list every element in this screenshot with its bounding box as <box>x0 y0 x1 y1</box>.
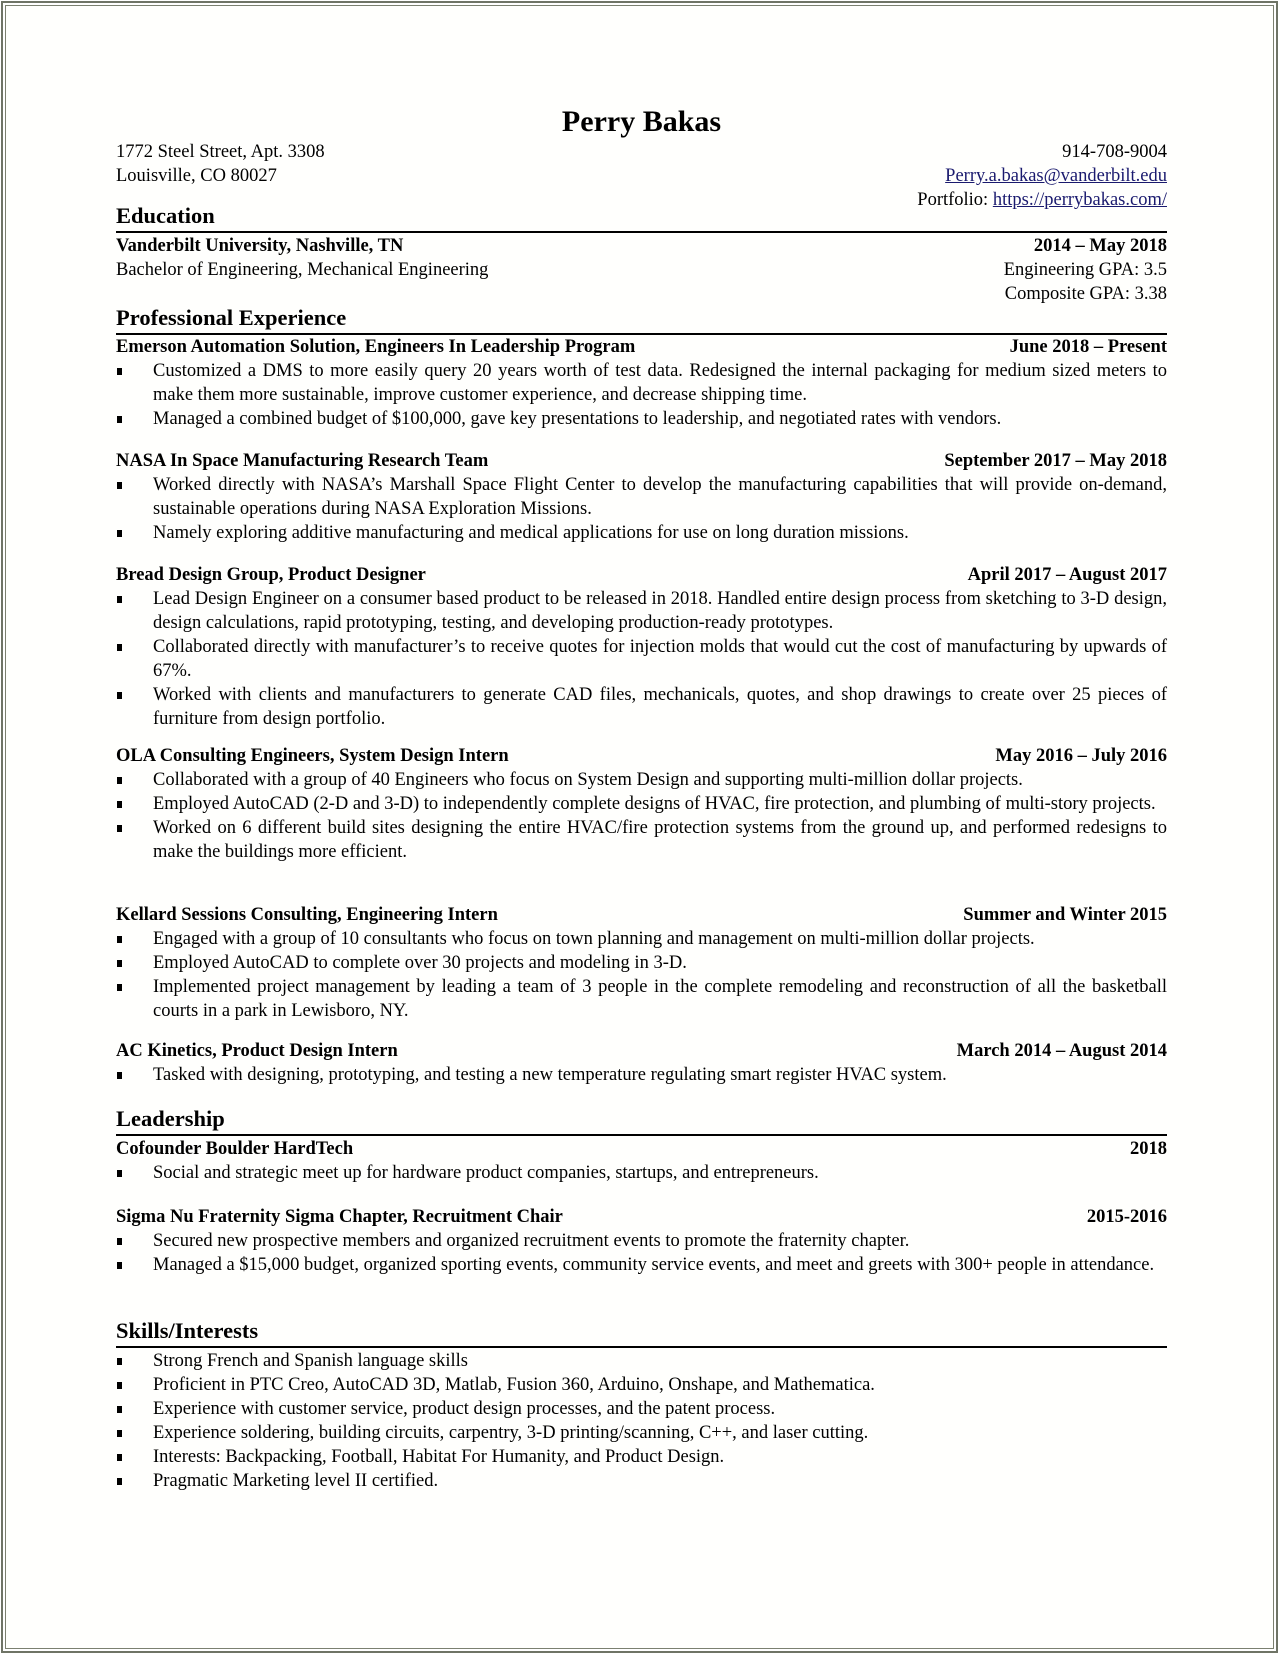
bullet-item: Worked with clients and manufacturers to generate CAD files, mechanicals, quotes, and shop drawings to create over 25 pieces of furniture from design portfolio. <box>116 683 1167 731</box>
bullet-item: Secured new prospective members and organized recruitment events to promote the fraternity chapter. <box>116 1229 1167 1253</box>
bullet-item: Worked directly with NASA’s Marshall Space Flight Center to develop the manufacturing capabilities that will provide on-demand, sustainable operations during NASA Exploration Missions. <box>116 473 1167 521</box>
section-divider <box>116 1134 1167 1136</box>
bullet-item: Experience soldering, building circuits, carpentry, 3-D printing/scanning, C++, and laser cutting. <box>116 1421 1167 1445</box>
section-divider <box>116 231 1167 233</box>
bullet-item: Managed a combined budget of $100,000, gave key presentations to leadership, and negotiated rates with vendors. <box>116 407 1167 431</box>
leadership-entry <box>116 1137 1167 1185</box>
bullet-item: Engaged with a group of 10 consultants who focus on town planning and management on multi-million dollar projects. <box>116 927 1167 951</box>
bullet-item: Employed AutoCAD (2-D and 3-D) to independently complete designs of HVAC, fire protection, and plumbing of multi-story projects. <box>116 792 1167 816</box>
gpa-composite: Composite GPA: 3.38 <box>1004 284 1167 304</box>
job-org: Bread Design Group, Product Designer <box>116 565 426 585</box>
degree: Bachelor of Engineering, Mechanical Engineering <box>116 260 489 280</box>
leadership-dates: 2018 <box>1130 1139 1167 1159</box>
job-dates: Summer and Winter 2015 <box>963 905 1167 925</box>
address-line-2: Louisville, CO 80027 <box>116 166 277 186</box>
bullet-item: Collaborated with a group of 40 Engineers who focus on System Design and supporting multi-million dollar projects. <box>116 768 1167 792</box>
job-dates: September 2017 – May 2018 <box>944 451 1167 471</box>
job-entry <box>116 1039 1167 1087</box>
bullet-item: Worked on 6 different build sites designing the entire HVAC/fire protection systems from the ground up, and performed redesigns to make the buildings more efficient. <box>116 816 1167 864</box>
leadership-entry <box>116 1205 1167 1277</box>
job-dates: March 2014 – August 2014 <box>956 1041 1167 1061</box>
portfolio-link[interactable]: https://perrybakas.com/ <box>992 190 1167 210</box>
candidate-name: Perry Bakas <box>561 105 722 138</box>
job-entry <box>116 335 1167 431</box>
leadership-org: Cofounder Boulder HardTech <box>116 1139 354 1159</box>
bullet-item: Managed a $15,000 budget, organized sporting events, community service events, and meet and greets with 300+ people in attendance. <box>116 1253 1167 1277</box>
leadership-section <box>116 1106 1167 1136</box>
portfolio-label: Portfolio: <box>917 190 993 210</box>
bullet-item: Collaborated directly with manufacturer’s to receive quotes for injection molds that would cut the cost of manufacturing by upwards of 67%. <box>116 635 1167 683</box>
skills-section <box>116 1318 1167 1493</box>
job-entry <box>116 563 1167 731</box>
address-line-1: 1772 Steel Street, Apt. 3308 <box>116 142 325 162</box>
bullet-item: Namely exploring additive manufacturing and medical applications for use on long duration missions. <box>116 521 1167 545</box>
bullet-item: Lead Design Engineer on a consumer based product to be released in 2018. Handled entire design process from sketching to 3-D design, design calculations, rapid prototyping, testing, and developing production-ready prototypes. <box>116 587 1167 635</box>
email-link[interactable]: Perry.a.bakas@vanderbilt.edu <box>945 166 1167 186</box>
job-dates: May 2016 – July 2016 <box>995 746 1167 766</box>
education-section <box>116 203 1167 306</box>
bullet-item: Customized a DMS to more easily query 20 years worth of test data. Redesigned the internal packaging for medium sized meters to make them more sustainable, improve customer experience, and decrease shipping time. <box>116 359 1167 407</box>
education-dates: 2014 – May 2018 <box>1033 236 1167 256</box>
section-title-leadership: Leadership <box>116 1106 225 1131</box>
school-name: Vanderbilt University, Nashville, TN <box>116 236 404 256</box>
bullet-item: Implemented project management by leading a team of 3 people in the complete remodeling and reconstruction of all the basketball courts in a park in Lewisboro, NY. <box>116 975 1167 1023</box>
leadership-dates: 2015-2016 <box>1086 1207 1167 1227</box>
bullet-item: Proficient in PTC Creo, AutoCAD 3D, Matlab, Fusion 360, Arduino, Onshape, and Mathematica. <box>116 1373 1167 1397</box>
bullet-item: Experience with customer service, product design processes, and the patent process. <box>116 1397 1167 1421</box>
job-org: OLA Consulting Engineers, System Design Intern <box>116 746 509 766</box>
job-org: AC Kinetics, Product Design Intern <box>116 1041 398 1061</box>
bullet-item: Pragmatic Marketing level II certified. <box>116 1469 1167 1493</box>
gpa-engineering: Engineering GPA: 3.5 <box>1003 260 1167 280</box>
bullet-item: Tasked with designing, prototyping, and testing a new temperature regulating smart register HVAC system. <box>116 1063 1167 1087</box>
job-org: Kellard Sessions Consulting, Engineering Intern <box>116 905 498 925</box>
phone-number: 914-708-9004 <box>1062 142 1167 162</box>
section-title-experience: Professional Experience <box>116 305 347 330</box>
section-divider <box>116 1346 1167 1348</box>
job-dates: April 2017 – August 2017 <box>967 565 1167 585</box>
leadership-org: Sigma Nu Fraternity Sigma Chapter, Recruitment Chair <box>116 1207 563 1227</box>
bullet-item: Strong French and Spanish language skills <box>116 1349 1167 1373</box>
job-dates: June 2018 – Present <box>1009 337 1167 357</box>
section-title-education: Education <box>116 203 215 228</box>
job-entry <box>116 449 1167 545</box>
job-entry <box>116 744 1167 864</box>
job-entry <box>116 903 1167 1023</box>
contact-block <box>917 140 1167 212</box>
address-block <box>116 140 325 188</box>
job-org: NASA In Space Manufacturing Research Team <box>116 451 489 471</box>
section-title-skills: Skills/Interests <box>116 1318 259 1343</box>
experience-section <box>116 305 1167 335</box>
bullet-item: Social and strategic meet up for hardware product companies, startups, and entrepreneurs. <box>116 1161 1167 1185</box>
bullet-item: Employed AutoCAD to complete over 30 projects and modeling in 3-D. <box>116 951 1167 975</box>
bullet-item: Interests: Backpacking, Football, Habitat For Humanity, and Product Design. <box>116 1445 1167 1469</box>
job-org: Emerson Automation Solution, Engineers In Leadership Program <box>116 337 636 357</box>
